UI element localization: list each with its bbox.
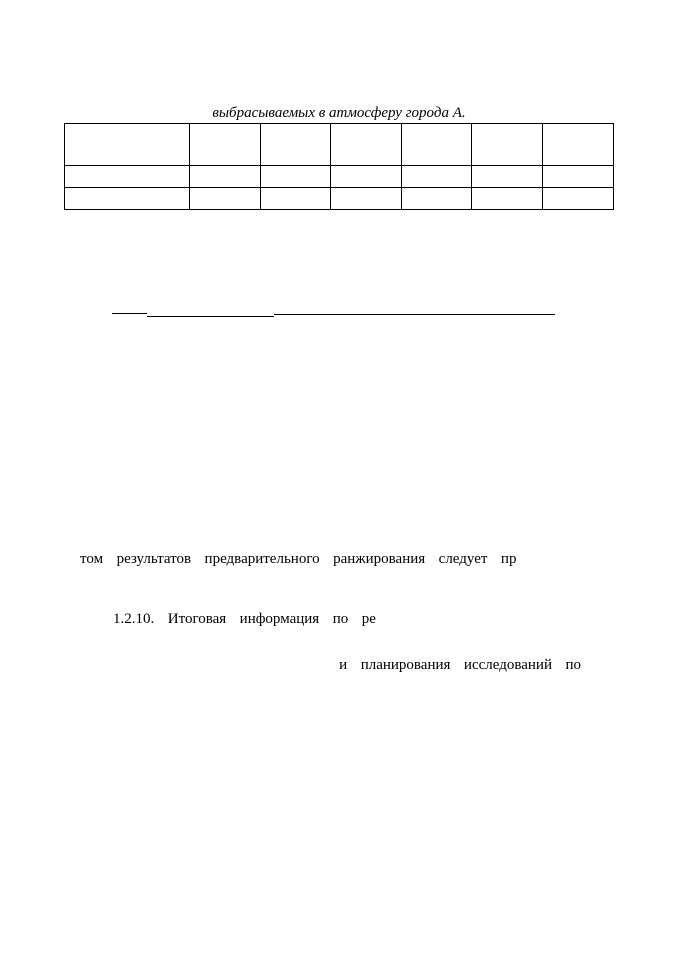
- table-cell: [65, 166, 190, 188]
- table-row: [65, 166, 614, 188]
- table-cell: [331, 188, 402, 210]
- table-caption: выбрасываемых в атмосферу города А.: [212, 105, 466, 121]
- emissions-table: [64, 123, 614, 210]
- table-cell: [190, 166, 261, 188]
- horizontal-rule-segment: [112, 313, 147, 314]
- table-cell: [402, 124, 472, 166]
- horizontal-rule-segment: [274, 314, 555, 315]
- table-cell: [472, 166, 543, 188]
- table-cell: [402, 188, 472, 210]
- table-cell: [261, 124, 331, 166]
- table-cell: [543, 124, 614, 166]
- paragraph-line: и планирования исследований по: [339, 657, 581, 673]
- table-cell: [402, 166, 472, 188]
- table-header-row: [65, 124, 614, 166]
- horizontal-rule-segment: [147, 316, 274, 317]
- section-heading-line: 1.2.10. Итоговая информация по ре: [113, 611, 376, 627]
- table-cell: [65, 124, 190, 166]
- table-cell: [543, 166, 614, 188]
- table-cell: [190, 188, 261, 210]
- table-cell: [331, 124, 402, 166]
- table-cell: [190, 124, 261, 166]
- table-cell: [65, 188, 190, 210]
- paragraph-line: том результатов предварительного ранжирования следует пр: [80, 551, 517, 567]
- table-cell: [261, 166, 331, 188]
- table-cell: [472, 188, 543, 210]
- table-cell: [472, 124, 543, 166]
- table-cell: [261, 188, 331, 210]
- table-row: [65, 188, 614, 210]
- table-cell: [543, 188, 614, 210]
- table-cell: [331, 166, 402, 188]
